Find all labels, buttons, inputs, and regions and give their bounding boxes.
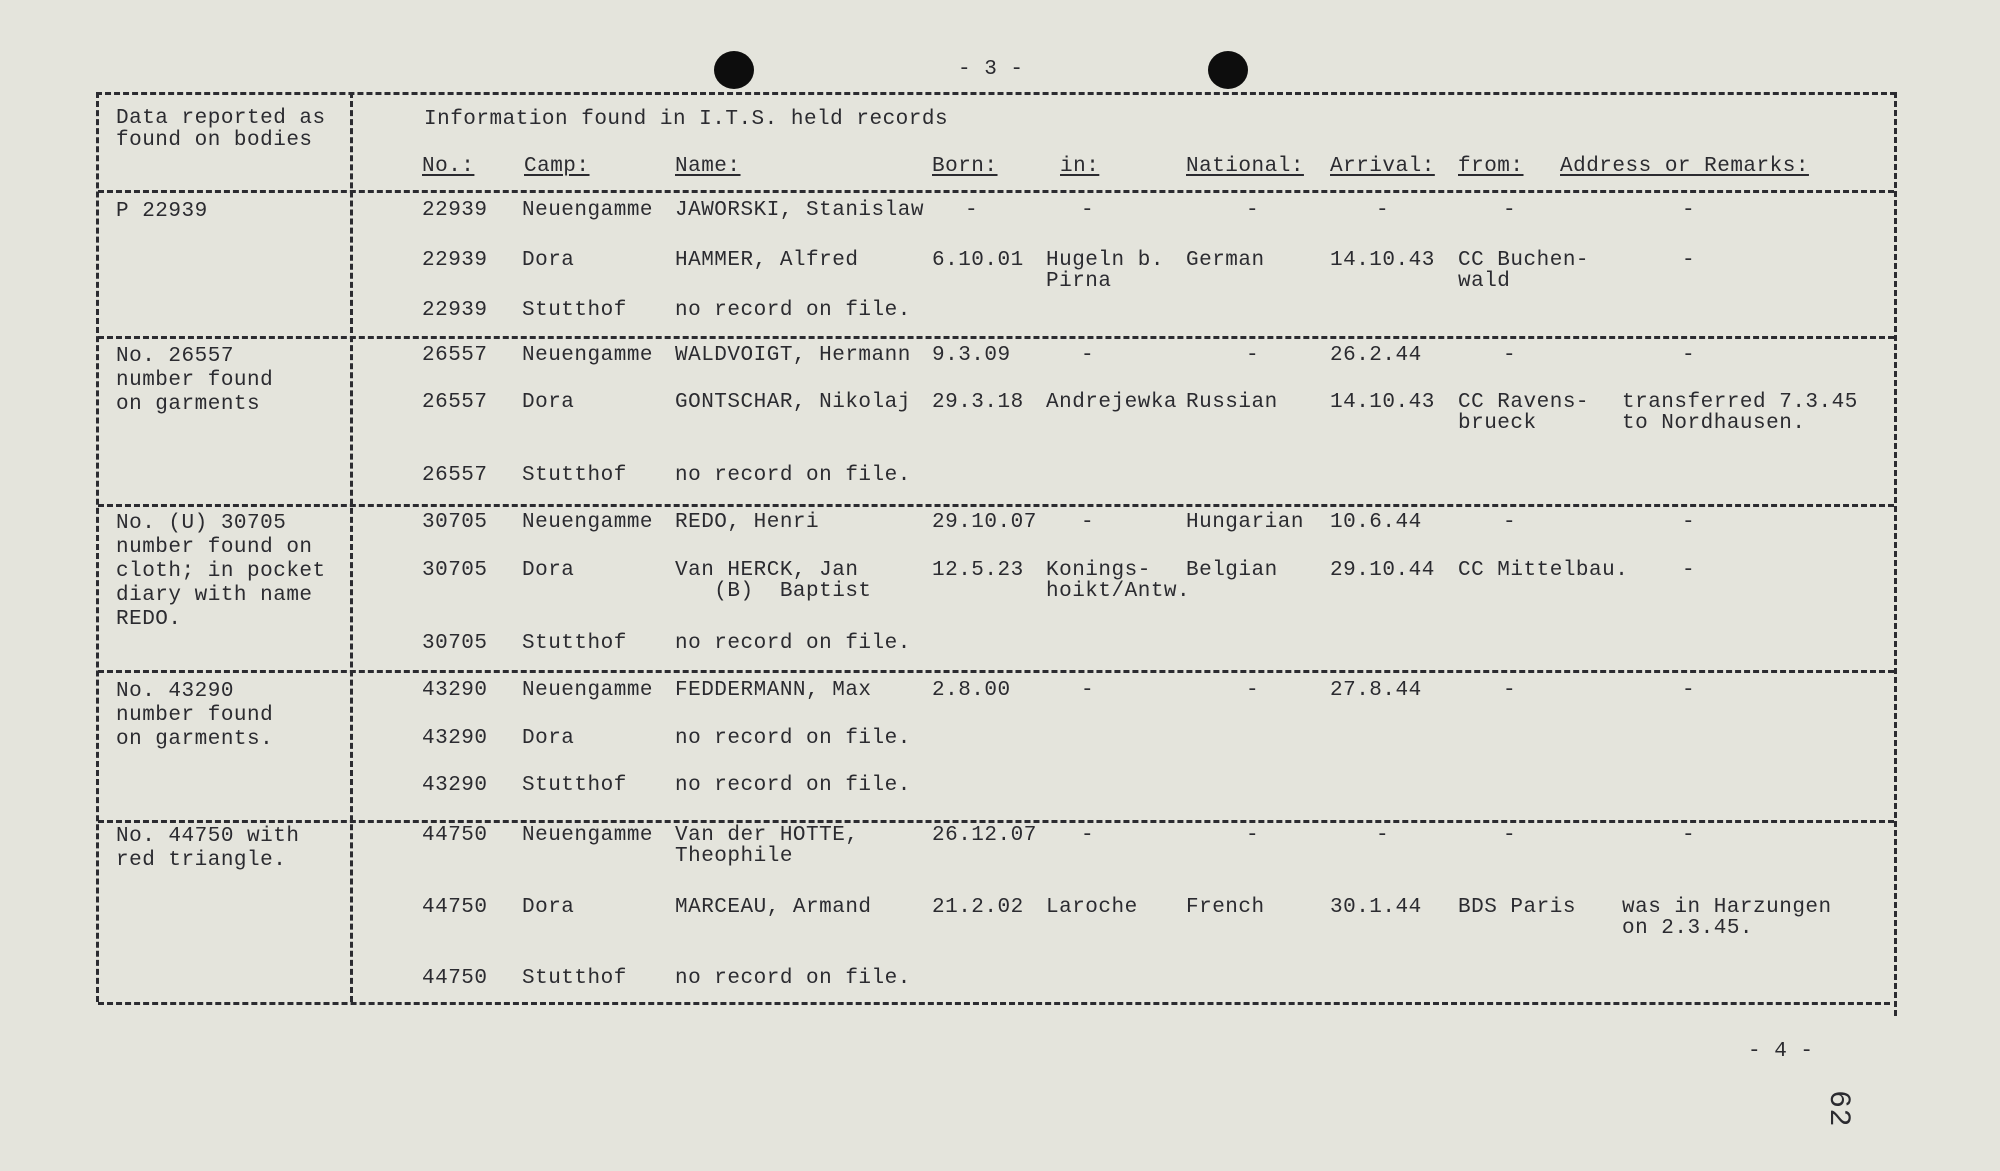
cell-number: 22939 bbox=[422, 299, 488, 322]
cell-remarks: - bbox=[1682, 511, 1696, 534]
cell-birthplace: - bbox=[1081, 511, 1095, 534]
group-separator bbox=[98, 336, 1894, 339]
cell-remarks: - bbox=[1682, 679, 1696, 702]
cell-nationality: - bbox=[1246, 824, 1260, 847]
cell-arrival: - bbox=[1376, 199, 1390, 222]
cell-camp: Dora bbox=[522, 249, 575, 272]
cell-nationality: French bbox=[1186, 896, 1265, 919]
cell-name: JAWORSKI, Stanislaw bbox=[675, 199, 924, 222]
table-border-bottom bbox=[98, 1002, 1890, 1005]
cell-born: 9.3.09 bbox=[932, 344, 1011, 367]
cell-remarks: transferred 7.3.45 to Nordhausen. bbox=[1622, 391, 1858, 435]
reported-header: Data reported as found on bodies bbox=[116, 107, 326, 152]
cell-remarks: - bbox=[1682, 824, 1696, 847]
cell-number: 26557 bbox=[422, 391, 488, 414]
column-divider bbox=[350, 92, 353, 1002]
cell-number: 43290 bbox=[422, 727, 488, 750]
cell-camp: Dora bbox=[522, 896, 575, 919]
cell-born: 6.10.01 bbox=[932, 249, 1024, 272]
cell-camp: Stutthof bbox=[522, 299, 627, 322]
cell-name: HAMMER, Alfred bbox=[675, 249, 859, 272]
cell-number: 26557 bbox=[422, 464, 488, 487]
column-header-camp: Camp: bbox=[524, 155, 590, 178]
cell-born: 29.10.07 bbox=[932, 511, 1037, 534]
cell-number: 44750 bbox=[422, 967, 488, 990]
column-header-remarks: Address or Remarks: bbox=[1560, 155, 1809, 178]
its-records-header: Information found in I.T.S. held records bbox=[424, 108, 949, 131]
cell-number: 30705 bbox=[422, 511, 488, 534]
cell-name: no record on file. bbox=[675, 632, 911, 655]
cell-born: - bbox=[965, 199, 979, 222]
cell-birthplace: Laroche bbox=[1046, 896, 1138, 919]
cell-number: 44750 bbox=[422, 896, 488, 919]
column-header-name: Name: bbox=[675, 155, 741, 178]
cell-name: MARCEAU, Armand bbox=[675, 896, 872, 919]
cell-name: GONTSCHAR, Nikolaj bbox=[675, 391, 911, 414]
cell-camp: Stutthof bbox=[522, 774, 627, 797]
cell-nationality: Russian bbox=[1186, 391, 1278, 414]
cell-birthplace: - bbox=[1081, 679, 1095, 702]
page-number: - 3 - bbox=[958, 58, 1024, 81]
cell-born: 26.12.07 bbox=[932, 824, 1037, 847]
cell-birthplace: Andrejewka bbox=[1046, 391, 1178, 414]
cell-arrival: 10.6.44 bbox=[1330, 511, 1422, 534]
cell-arrival: 29.10.44 bbox=[1330, 559, 1435, 582]
cell-from: CC Buchen- wald bbox=[1458, 249, 1590, 293]
group-separator bbox=[98, 190, 1894, 193]
cell-name: WALDVOIGT, Hermann bbox=[675, 344, 911, 367]
column-header-birthplace: in: bbox=[1060, 155, 1100, 178]
cell-from: CC Ravens- brueck bbox=[1458, 391, 1590, 435]
cell-remarks: - bbox=[1682, 344, 1696, 367]
cell-from: - bbox=[1503, 511, 1517, 534]
cell-camp: Neuengamme bbox=[522, 511, 654, 534]
cell-remarks: was in Harzungen on 2.3.45. bbox=[1622, 896, 1832, 940]
group-separator bbox=[98, 670, 1894, 673]
column-header-number: No.: bbox=[422, 155, 475, 178]
cell-camp: Dora bbox=[522, 391, 575, 414]
cell-nationality: - bbox=[1246, 344, 1260, 367]
cell-number: 22939 bbox=[422, 249, 488, 272]
cell-nationality: - bbox=[1246, 679, 1260, 702]
cell-remarks: - bbox=[1682, 249, 1696, 272]
punch-hole-right bbox=[1208, 51, 1248, 89]
punch-hole-left bbox=[714, 51, 754, 89]
cell-arrival: 27.8.44 bbox=[1330, 679, 1422, 702]
cell-camp: Stutthof bbox=[522, 464, 627, 487]
table-border-top bbox=[96, 92, 1896, 95]
next-page-number: - 4 - bbox=[1748, 1040, 1814, 1063]
cell-number: 43290 bbox=[422, 679, 488, 702]
reported-data: No. 43290 number found on garments. bbox=[116, 680, 274, 751]
cell-arrival: 30.1.44 bbox=[1330, 896, 1422, 919]
cell-birthplace: - bbox=[1081, 824, 1095, 847]
reported-data: No. 26557 number found on garments bbox=[116, 345, 274, 416]
margin-mark: 62 bbox=[1821, 1090, 1855, 1128]
cell-camp: Neuengamme bbox=[522, 344, 654, 367]
cell-birthplace: - bbox=[1081, 199, 1095, 222]
cell-name: no record on file. bbox=[675, 774, 911, 797]
cell-camp: Neuengamme bbox=[522, 824, 654, 847]
cell-name: Van HERCK, Jan (B) Baptist bbox=[675, 559, 872, 603]
cell-nationality: Hungarian bbox=[1186, 511, 1304, 534]
column-header-born: Born: bbox=[932, 155, 998, 178]
cell-number: 43290 bbox=[422, 774, 488, 797]
cell-name: no record on file. bbox=[675, 967, 911, 990]
cell-from: CC Mittelbau. bbox=[1458, 559, 1629, 582]
cell-remarks: - bbox=[1682, 559, 1696, 582]
group-separator bbox=[98, 504, 1894, 507]
cell-arrival: 26.2.44 bbox=[1330, 344, 1422, 367]
cell-nationality: - bbox=[1246, 199, 1260, 222]
cell-camp: Dora bbox=[522, 727, 575, 750]
cell-name: FEDDERMANN, Max bbox=[675, 679, 872, 702]
cell-from: BDS Paris bbox=[1458, 896, 1576, 919]
column-header-nationality: National: bbox=[1186, 155, 1304, 178]
cell-name: no record on file. bbox=[675, 727, 911, 750]
cell-name: no record on file. bbox=[675, 299, 911, 322]
cell-number: 44750 bbox=[422, 824, 488, 847]
reported-data: No. 44750 with red triangle. bbox=[116, 825, 300, 872]
cell-nationality: German bbox=[1186, 249, 1265, 272]
cell-born: 2.8.00 bbox=[932, 679, 1011, 702]
cell-number: 26557 bbox=[422, 344, 488, 367]
cell-from: - bbox=[1503, 344, 1517, 367]
cell-camp: Neuengamme bbox=[522, 199, 654, 222]
cell-nationality: Belgian bbox=[1186, 559, 1278, 582]
reported-data: No. (U) 30705 number found on cloth; in pocket diary with name REDO. bbox=[116, 512, 326, 631]
cell-from: - bbox=[1503, 679, 1517, 702]
cell-arrival: 14.10.43 bbox=[1330, 391, 1435, 414]
cell-arrival: 14.10.43 bbox=[1330, 249, 1435, 272]
cell-number: 22939 bbox=[422, 199, 488, 222]
table-border-right bbox=[1894, 92, 1897, 1016]
cell-name: no record on file. bbox=[675, 464, 911, 487]
column-header-from: from: bbox=[1458, 155, 1524, 178]
table-border-left bbox=[96, 92, 99, 1002]
group-separator bbox=[98, 820, 1894, 823]
cell-born: 29.3.18 bbox=[932, 391, 1024, 414]
cell-camp: Stutthof bbox=[522, 632, 627, 655]
cell-birthplace: Konings- hoikt/Antw. bbox=[1046, 559, 1191, 603]
cell-born: 12.5.23 bbox=[932, 559, 1024, 582]
cell-camp: Neuengamme bbox=[522, 679, 654, 702]
cell-from: - bbox=[1503, 199, 1517, 222]
cell-camp: Dora bbox=[522, 559, 575, 582]
cell-camp: Stutthof bbox=[522, 967, 627, 990]
cell-from: - bbox=[1503, 824, 1517, 847]
cell-birthplace: Hugeln b. Pirna bbox=[1046, 249, 1164, 293]
cell-birthplace: - bbox=[1081, 344, 1095, 367]
cell-name: REDO, Henri bbox=[675, 511, 820, 534]
cell-number: 30705 bbox=[422, 632, 488, 655]
cell-born: 21.2.02 bbox=[932, 896, 1024, 919]
cell-arrival: - bbox=[1376, 824, 1390, 847]
cell-name: Van der HOTTE, Theophile bbox=[675, 824, 859, 868]
cell-number: 30705 bbox=[422, 559, 488, 582]
cell-remarks: - bbox=[1682, 199, 1696, 222]
reported-data: P 22939 bbox=[116, 200, 208, 223]
column-header-arrival: Arrival: bbox=[1330, 155, 1435, 178]
